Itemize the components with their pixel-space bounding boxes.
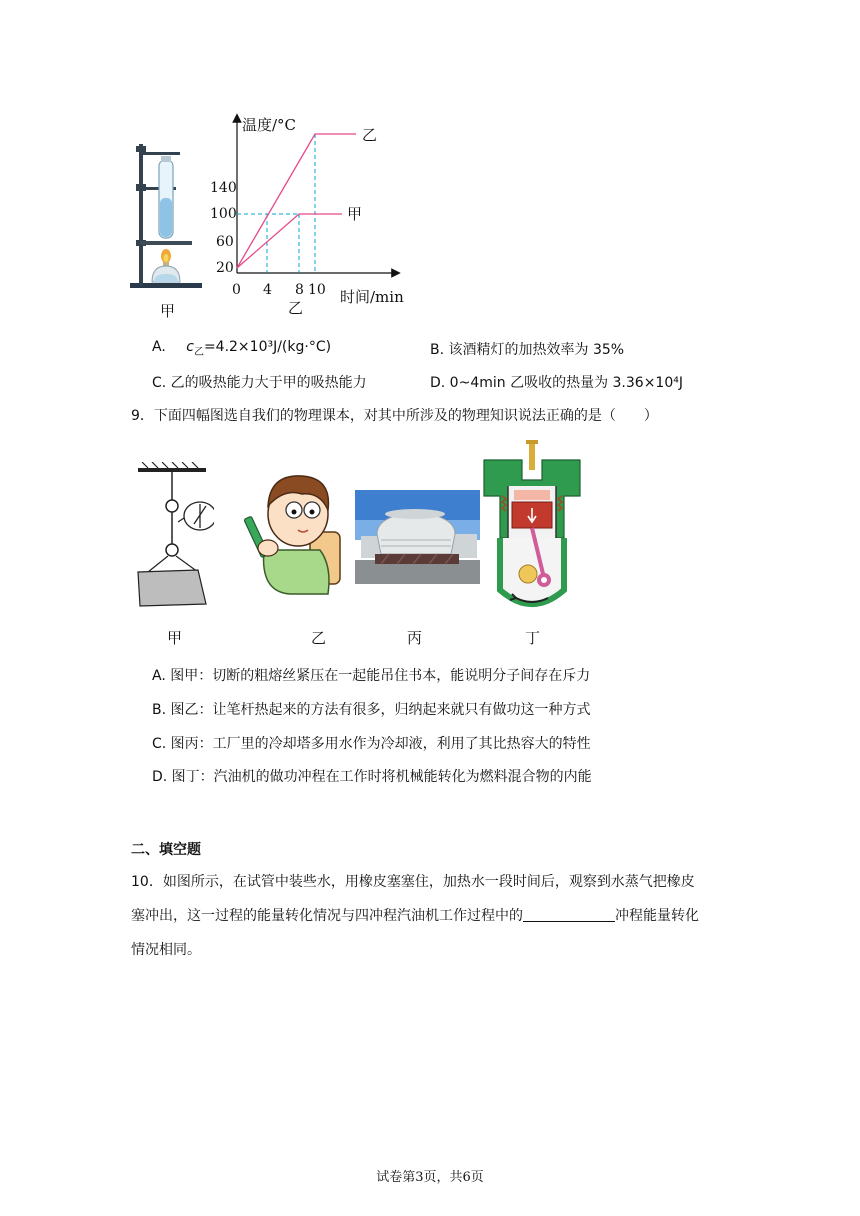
q8-figure-apparatus <box>126 140 206 300</box>
q8-option-a-text: =4.2×10³J/(kg·°C) <box>203 339 332 355</box>
q10-line-2-before: 塞冲出，这一过程的能量转化情况与四冲程汽油机工作过程中的 <box>131 908 523 924</box>
y-axis-label: 温度/°C <box>242 116 297 134</box>
q9-option-c: C. 图丙：工厂里的冷却塔多用水作为冷却液，利用了其比热容大的特性 <box>152 736 591 752</box>
q8-option-d: D. 0~4min 乙吸收的热量为 3.36×10⁴J <box>430 375 683 391</box>
q10-line-3: 情况相同。 <box>131 942 201 958</box>
q9-option-b: B. 图乙：让笔杆热起来的方法有很多，归纳起来就只有做功这一种方式 <box>152 702 591 718</box>
section-title: 二、填空题 <box>131 842 201 858</box>
q9-caption-jia: 甲 <box>167 629 183 647</box>
cooling-tower-photo <box>355 490 480 584</box>
q8-option-b: B. 该酒精灯的加热效率为 35% <box>430 342 625 358</box>
q8-option-a <box>152 339 331 358</box>
y-tick: 60 <box>216 234 234 250</box>
q8-option-c: C. 乙的吸热能力大于甲的吸热能力 <box>152 375 367 391</box>
x-tick: 8 <box>295 282 304 298</box>
q9-caption-bing: 丙 <box>407 629 423 647</box>
gasoline-engine-stroke-diagram <box>482 440 582 616</box>
y-tick: 20 <box>216 260 234 276</box>
q9-figure-jia <box>134 462 214 612</box>
series-jia-label: 甲 <box>347 205 363 223</box>
x-tick: 10 <box>308 282 326 298</box>
q9-figure-yi <box>240 466 344 598</box>
iron-stand-burner-illustration <box>126 140 206 300</box>
q9-figure-bing <box>355 490 480 584</box>
y-tick: 140 <box>210 180 237 196</box>
boy-rubbing-pencil-illustration <box>240 466 344 598</box>
q8-figure-yi-caption: 乙 <box>288 299 304 317</box>
q9-caption-ding: 丁 <box>525 629 541 647</box>
q10-line-2 <box>131 905 699 925</box>
series-yi-label: 乙 <box>362 126 378 144</box>
x-axis-label: 时间/min <box>340 288 404 306</box>
fuse-wire-book-illustration <box>134 462 214 612</box>
q9-option-d: D. 图丁：汽油机的做功冲程在工作时将机械能转化为燃料混合物的内能 <box>152 769 592 785</box>
q10-answer-blank[interactable] <box>523 907 615 922</box>
q9-option-a: A. 图甲：切断的粗熔丝紧压在一起能吊住书本，能说明分子间存在斥力 <box>152 668 591 684</box>
q8-figure-jia-caption: 甲 <box>160 302 176 320</box>
q8-option-a-symbol: c <box>186 339 194 355</box>
q9-stem: 9．下面四幅图选自我们的物理课本，对其中所涉及的物理知识说法正确的是（ ） <box>131 408 658 424</box>
x-tick: 4 <box>263 282 272 298</box>
q8-option-a-prefix: A. <box>152 339 166 355</box>
q9-caption-yi: 乙 <box>311 629 327 647</box>
x-tick: 0 <box>232 282 241 298</box>
q10-line-1: 10．如图所示，在试管中装些水，用橡皮塞塞住，加热水一段时间后，观察到水蒸气把橡皮 <box>131 874 695 890</box>
q10-line-2-after: 冲程能量转化 <box>615 908 699 924</box>
y-tick: 100 <box>210 206 237 222</box>
page-footer: 试卷第3页，共6页 <box>376 1170 484 1185</box>
q8-option-a-subscript: 乙 <box>193 346 204 358</box>
q8-temperature-time-graph <box>206 108 416 320</box>
series-yi-line <box>237 134 356 268</box>
q9-figure-ding <box>482 440 582 616</box>
